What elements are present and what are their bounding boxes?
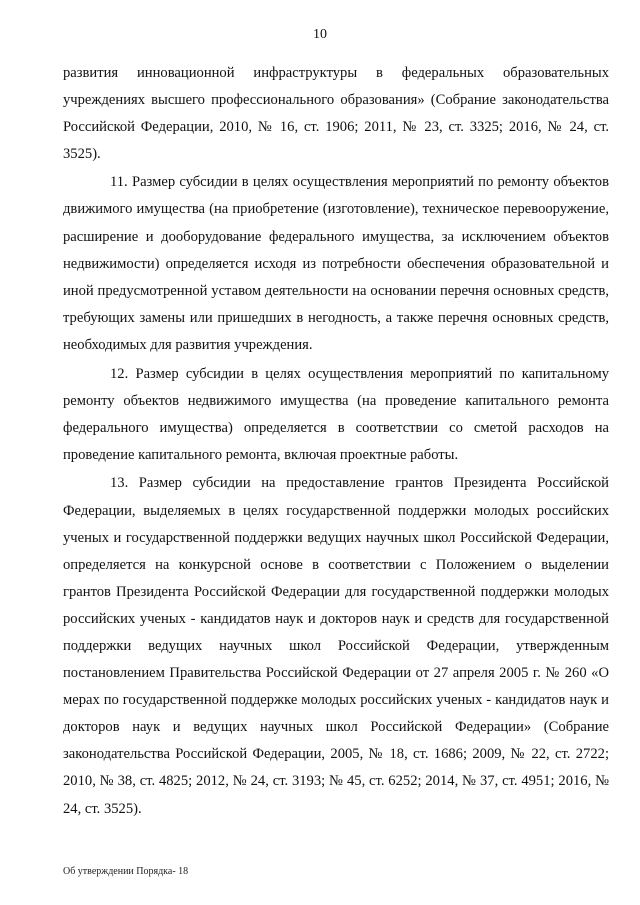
page-number: 10 [313, 27, 327, 42]
paragraph-continuation: развития инновационной инфраструктуры в федеральных образовательных учреждениях высшего профессионального образования» (Собрание законодательства Российской Федерации, 2010, № 16, ст. 1906; 2011, № 23, ст. 3325; 2016, № 24, ст. 3525). [63, 65, 609, 163]
paragraph-12: 12. Размер субсидии в целях осуществления мероприятий по капитальному ремонту объектов недвижимого имущества (на проведение капитального ремонта федерального имущества) определяется в соответствии со сметой расходов на проведение капитального ремонта, включая проектные работы. [63, 366, 609, 464]
footer-document-reference: Об утверждении Порядка- 18 [63, 866, 189, 877]
paragraph-11: 11. Размер субсидии в целях осуществления мероприятий по ремонту объектов движимого имущества (на приобретение (изготовление), техническое перевооружение, расширение и дооборудование федерального имущества, за исключением объектов недвижимости) определяется исходя из потребности обеспечения образовательной и иной предусмотренной уставом деятельности на основании перечня основных средств, требующих замены или пришедших в негодность, а также перечня основных средств, необходимых для развития учреждения. [63, 174, 609, 353]
paragraph-13: 13. Размер субсидии на предоставление грантов Президента Российской Федерации, выделяемых в целях государственной поддержки молодых российских ученых и государственной поддержки ведущих научных школ Российской Федерации, определяется на конкурсной основе в соответствии с Положением о выделении грантов Президента Российской Федерации для государственной поддержки молодых российских ученых - кандидатов наук и докторов наук и средств для государственной поддержки ведущих научных школ Российской Федерации, утвержденным постановлением Правительства Российской Федерации от 27 апреля 2005 г. № 260 «О мерах по государственной поддержке молодых российских ученых - кандидатов наук и докторов наук и ведущих научных школ Российской Федерации» (Собрание законодательства Российской Федерации, 2005, № 18, ст. 1686; 2009, № 22, ст. 2722; 2010, № 38, ст. 4825; 2012, № 24, ст. 3193; № 45, ст. 6252; 2014, № 37, ст. 4951; 2016, № 24, ст. 3525). [63, 475, 609, 817]
document-body [63, 60, 609, 823]
